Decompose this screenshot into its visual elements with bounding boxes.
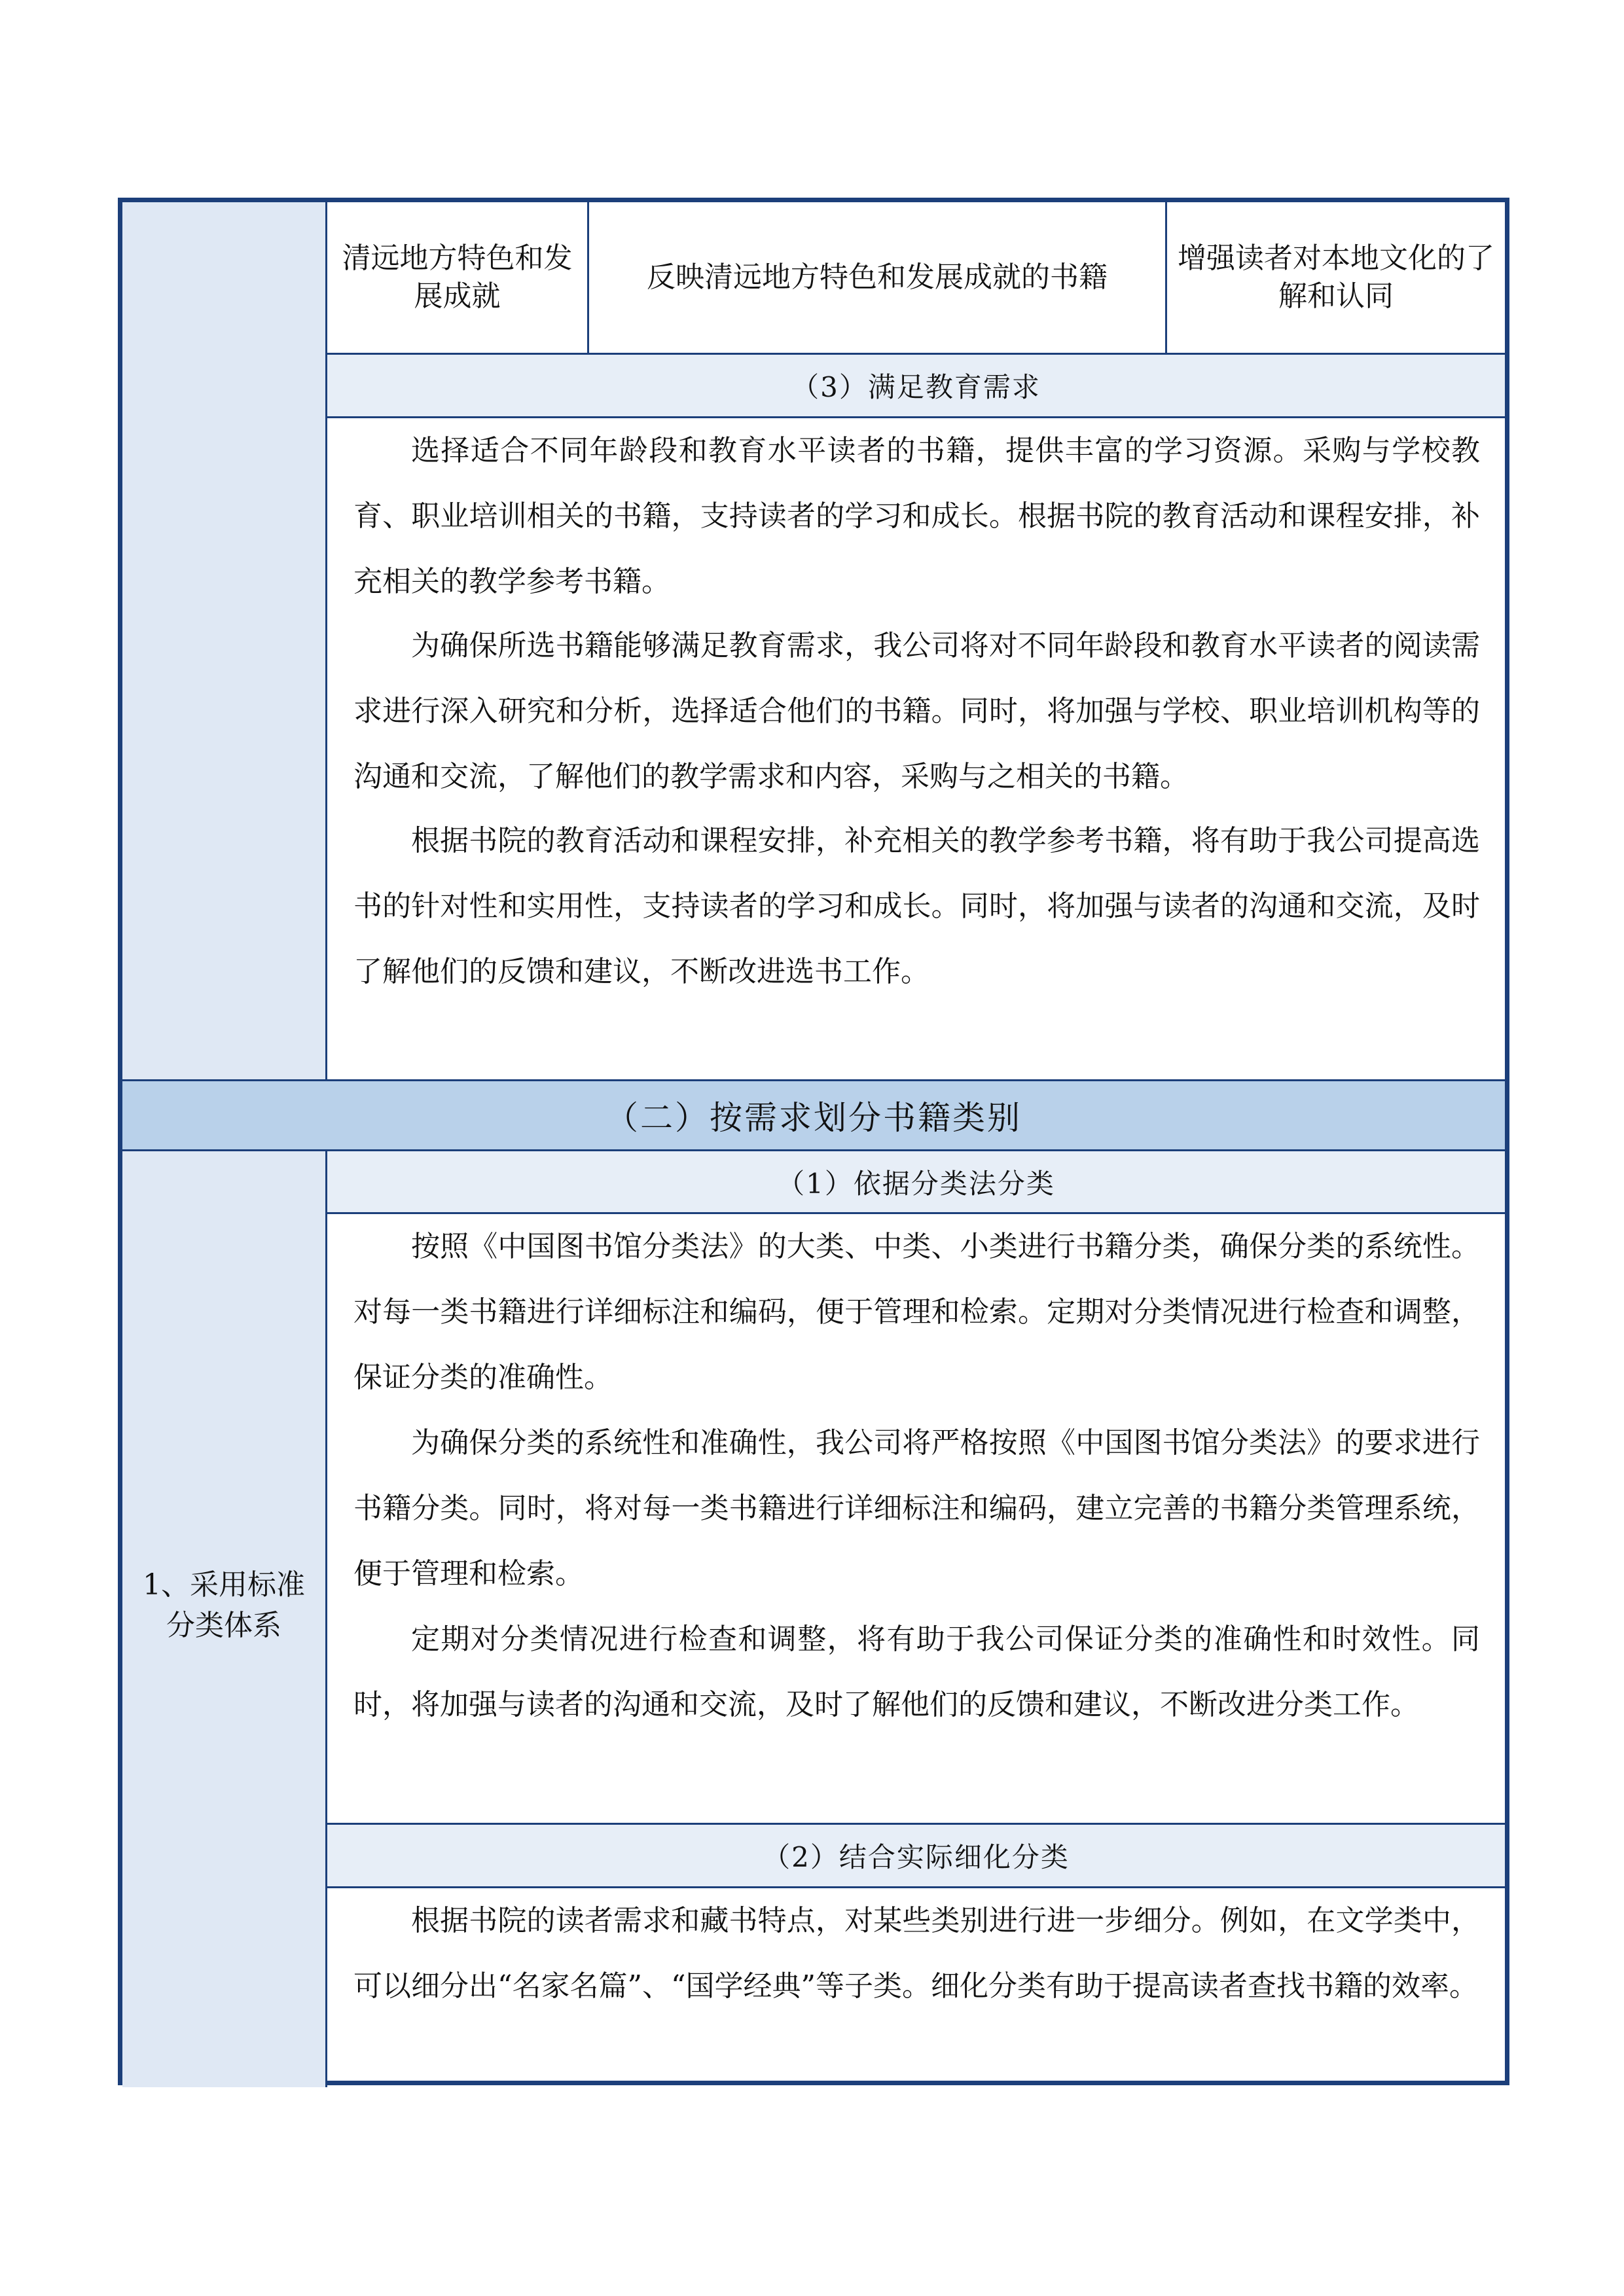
subsection-body-education <box>327 418 1505 1079</box>
table-cell-content <box>589 202 1165 353</box>
document-table <box>118 198 1509 2085</box>
subsection-title: （3）满足教育需求 <box>791 371 1041 403</box>
subsection-header-classification <box>327 1151 1505 1214</box>
subsection-header-education <box>327 353 1505 418</box>
paragraph: 根据书院的教育活动和课程安排，补充相关的教学参考书籍，将有助于我公司提高选书的针对性和实用性，支持读者的学习和成长。同时，将加强与读者的沟通和交流，及时了解他们的反馈和建议，不断改进选书工作。 <box>353 824 1480 988</box>
subsection-header-refined <box>327 1823 1505 1888</box>
section-title: （二）按需求划分书籍类别 <box>605 1099 1022 1137</box>
table-cell-content-text: 反映清远地方特色和发展成就的书籍 <box>647 260 1108 294</box>
paragraph: 选择适合不同年龄段和教育水平读者的书籍，提供丰富的学习资源。采购与学校教育、职业培训相关的书籍，支持读者的学习和成长。根据书院的教育活动和课程安排，补充相关的教学参考书籍。 <box>353 434 1480 598</box>
section-header <box>122 1079 1505 1151</box>
table-cell-topic <box>327 202 587 353</box>
table-cell-purpose <box>1167 202 1505 353</box>
row-label <box>122 1565 325 1646</box>
subsection-body-refined <box>327 1888 1505 2083</box>
subsection-body-classification <box>327 1214 1505 1882</box>
paragraph: 按照《中国图书馆分类法》的大类、中类、小类进行书籍分类，确保分类的系统性。对每一类书籍进行详细标注和编码，便于管理和检索。定期对分类情况进行检查和调整，保证分类的准确性。 <box>353 1230 1480 1394</box>
paragraph: 为确保所选书籍能够满足教育需求，我公司将对不同年龄段和教育水平读者的阅读需求进行深入研究和分析，选择适合他们的书籍。同时，将加强与学校、职业培训机构等的沟通和交流，了解他们的教学需求和内容，采购与之相关的书籍。 <box>353 629 1480 793</box>
subsection-title: （2）结合实际细化分类 <box>763 1841 1070 1873</box>
paragraph: 为确保分类的系统性和准确性，我公司将严格按照《中国图书馆分类法》的要求进行书籍分类。同时，将对每一类书籍进行详细标注和编码，建立完善的书籍分类管理系统，便于管理和检索。 <box>353 1426 1480 1590</box>
table-cell-topic-text: 清远地方特色和发展成就 <box>342 242 573 313</box>
row-label-text: 1、采用标准分类体系 <box>143 1568 305 1642</box>
paragraph: 根据书院的读者需求和藏书特点，对某些类别进行进一步细分。例如，在文学类中，可以细分出“名家名篇”、“国学经典”等子类。细化分类有助于提高读者查找书籍的效率。 <box>353 1904 1480 2003</box>
subsection-title: （1）依据分类法分类 <box>777 1167 1055 1200</box>
table-cell-purpose-text: 增强读者对本地文化的了解和认同 <box>1178 242 1494 313</box>
paragraph: 定期对分类情况进行检查和调整，将有助于我公司保证分类的准确性和时效性。同时，将加强与读者的沟通和交流，及时了解他们的反馈和建议，不断改进分类工作。 <box>353 1623 1480 1721</box>
left-column-upper <box>122 202 327 1079</box>
